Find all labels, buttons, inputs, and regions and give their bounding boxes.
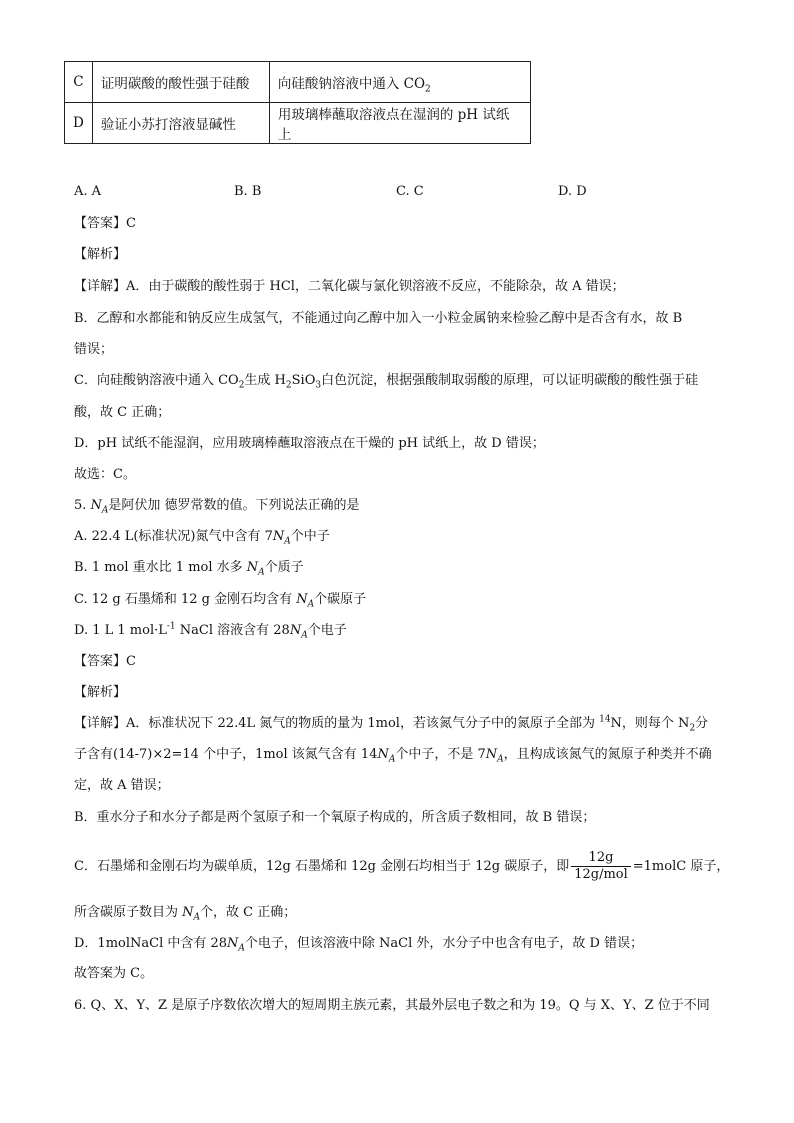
choice-b: B. B (234, 184, 262, 199)
fraction: $\frac{12g}{\text{12g/mol}}$ (571, 850, 631, 883)
q5-answer: 【答案】C (74, 654, 136, 669)
q4-answer: 【答案】C (74, 216, 136, 231)
q5-detail-d: D．1molNaCl 中含有 $28N_A$个电子，但该溶液中除 NaCl 外，水分子中也含有电子，故 D 错误； (74, 936, 644, 954)
row-operation: 向硅酸钠溶液中通入 $CO_2$ (269, 62, 530, 103)
q4-detail-c1: C．向硅酸钠溶液中通入 $CO_2$生成 $H_2SiO_3$白色沉淀，根据强酸制取弱酸的原理，可以证明碳酸的酸性强于硅 (74, 373, 699, 391)
q5-option-c: C. 12 g 石墨烯和 12 g 金刚石均含有 $N_A$个碳原子 (74, 592, 367, 610)
q5-detail-c2: 所含碳原子数目为 $N_A$个，故 C 正确； (74, 905, 297, 923)
choice-c: C. C (396, 184, 424, 199)
row-key: C (65, 62, 93, 103)
row-purpose: 验证小苏打溶液显碱性 (92, 103, 269, 144)
q5-stem: 5. $N_A$是阿伏加 德罗常数的值。下列说法正确的是 (74, 498, 360, 516)
table-row (65, 103, 531, 144)
row-purpose: 证明碳酸的酸性强于硅酸 (92, 62, 269, 103)
q5-option-a: A. 22.4 L(标准状况)氮气中含有 $7N_A$个中子 (74, 529, 330, 547)
q5-conclusion: 故答案为 C。 (74, 966, 154, 981)
row-operation: 用玻璃棒蘸取溶液点在湿润的 pH 试纸上 (269, 103, 530, 144)
q5-detail-a3: 定，故 A 错误； (74, 778, 170, 793)
q5-detail-a1: 【详解】A．标准状况下 22.4L 氮气的物质的量为 1mol，若该氮气分子中的氮原子全部为 $^{14}$N，则每个 $N_2$分 (74, 714, 709, 734)
row-key: D (65, 103, 93, 144)
q4-detail-b1: B．乙醇和水都能和钠反应生成氢气，不能通过向乙醇中加入一小粒金属钠来检验乙醇中是否含有水，故 B (74, 311, 683, 326)
q4-conclusion: 故选：C。 (74, 467, 136, 482)
q4-analysis-label: 【解析】 (74, 247, 127, 262)
q5-detail-c1: C．石墨烯和金刚石均为碳单质，12g 石墨烯和 12g 金刚石均相当于 12g 碳原子，即 $\frac{12g}{\text{12g/mol}}$ =1molC 原子， (74, 850, 730, 882)
q5-detail-a2: 子含有(14-7)×2=14 个中子，1mol 该氮气含有 $14N_A$个中子，不是 $7N_A$，且构成该氮气的氮原子种类并不确 (74, 747, 712, 765)
choice-d: D. D (558, 184, 587, 199)
q5-option-b: B. 1 mol 重水比 1 mol 水多 $N_A$个质子 (74, 560, 304, 578)
table-row (65, 62, 531, 103)
q4-detail-c2: 酸，故 C 正确； (74, 405, 171, 420)
choice-a: A. A (74, 184, 102, 199)
q5-analysis-label: 【解析】 (74, 685, 127, 700)
q4-detail-a: 【详解】A．由于碳酸的酸性弱于 HCl，二氧化碳与氯化钡溶液不反应，不能除杂，故 A 错误； (74, 279, 625, 294)
q4-detail-d: D．pH 试纸不能湿润，应用玻璃棒蘸取溶液点在干燥的 pH 试纸上，故 D 错误； (74, 436, 545, 451)
options-table (64, 61, 531, 144)
q4-detail-b2: 错误； (74, 342, 114, 357)
q6-stem: 6. Q、X、Y、Z 是原子序数依次增大的短周期主族元素，其最外层电子数之和为 19。Q 与 X、Y、Z 位于不同 (74, 998, 710, 1013)
q5-detail-b: B．重水分子和水分子都是两个氢原子和一个氧原子构成的，所含质子数相同，故 B 错误； (74, 810, 596, 825)
q5-option-d: D. 1 L 1 $mol\cdot L^{-1}$ NaCl 溶液含有 $28N_A$个电子 (74, 621, 347, 641)
